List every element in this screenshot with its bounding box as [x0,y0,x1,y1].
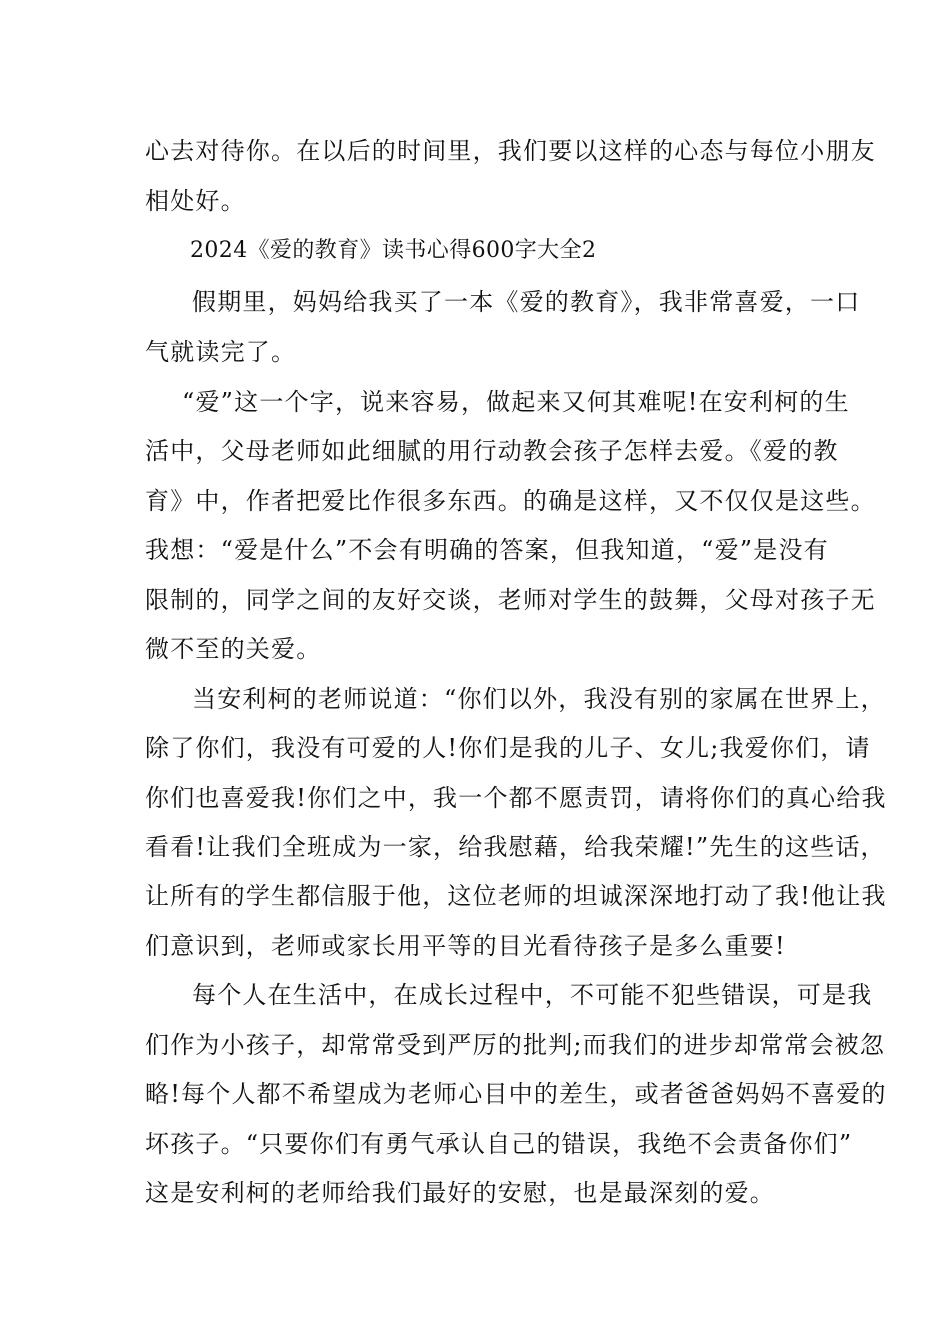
text-line: “爱”这一个字，说来容易，做起来又何其难呢!在安利柯的生 [182,388,850,416]
text-line: 育》中，作者把爱比作很多东西。的确是这样，又不仅仅是这些。 [145,487,876,515]
text-line: 们意识到，老师或家长用平等的目光看待孩子是多么重要! [145,932,786,960]
text-line: 心去对待你。在以后的时间里，我们要以这样的心态与每位小朋友 [145,137,876,165]
text-line: 除了你们，我没有可爱的人!你们是我的儿子、女儿;我爱你们，请 [145,734,871,762]
text-line: 相处好。 [145,187,246,215]
text-line: 每个人在生活中，在成长过程中，不可能不犯些错误，可是我 [192,981,873,1009]
text-line: 坏孩子。“只要你们有勇气承认自己的错误，我绝不会责备你们” [145,1130,853,1158]
text-line: 让所有的学生都信服于他，这位老师的坦诚深深地打动了我!他让我 [145,882,887,910]
text-line: 看看!让我们全班成为一家，给我慰藉，给我荣耀!”先生的这些话， [145,833,886,861]
text-line: 略!每个人都不希望成为老师心目中的差生，或者爸爸妈妈不喜爱的 [145,1080,887,1108]
text-line: 气就读完了。 [145,338,297,366]
text-line: 你们也喜爱我!你们之中，我一个都不愿责罚，请将你们的真心给我 [145,784,887,812]
section-heading: 2024《爱的教育》读书心得600字大全2 [190,238,597,263]
text-line: 假期里，妈妈给我买了一本《爱的教育》，我非常喜爱，一口 [192,288,861,316]
text-line: 这是安利柯的老师给我们最好的安慰，也是最深刻的爱。 [145,1179,775,1207]
text-line: 限制的，同学之间的友好交谈，老师对学生的鼓舞，父母对孩子无 [145,586,876,614]
text-line: 微不至的关爱。 [145,635,322,663]
text-line: 们作为小孩子，却常常受到严厉的批判;而我们的进步却常常会被忽 [145,1031,886,1059]
text-line: 活中，父母老师如此细腻的用行动教会孩子怎样去爱。《爱的教 [145,437,839,465]
text-line: 当安利柯的老师说道：“你们以外，我没有别的家属在世界上， [192,685,886,713]
text-line: 我想：“爱是什么”不会有明确的答案，但我知道，“爱”是没有 [145,536,829,564]
